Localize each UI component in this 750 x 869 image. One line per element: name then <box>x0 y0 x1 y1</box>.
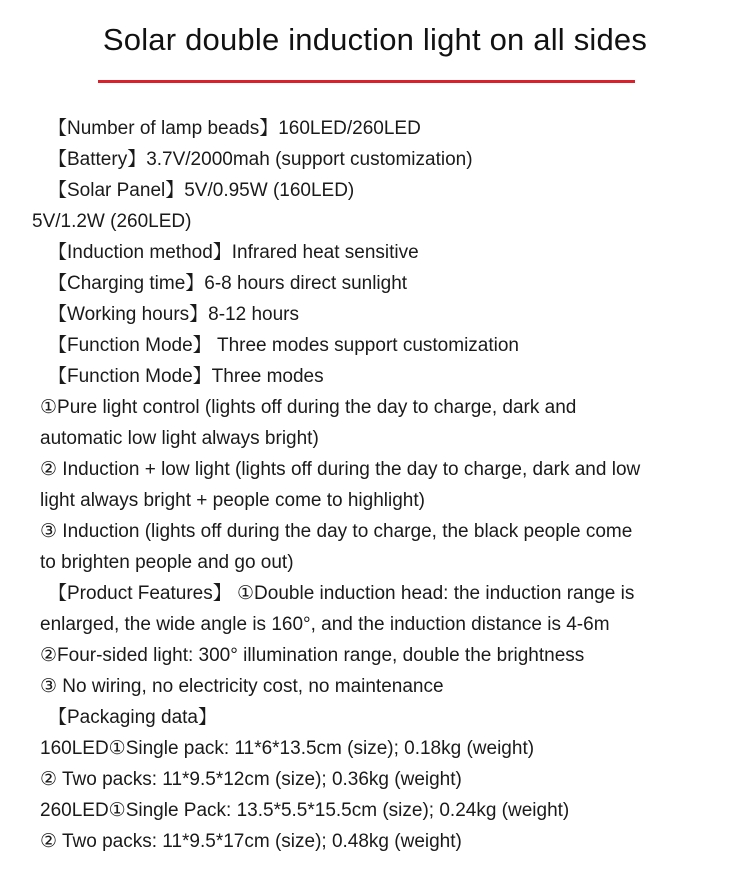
page-title: Solar double induction light on all sides <box>102 22 648 57</box>
spec-line-pack-160-single: 160LED①Single pack: 11*6*13.5cm (size); 0.18kg (weight) <box>40 738 535 759</box>
spec-line-charging-time: 【Charging time】6-8 hours direct sunlight <box>48 273 408 294</box>
spec-line-solar-panel-cont: 5V/1.2W (260LED) <box>32 211 192 232</box>
spec-line-pack-260-single: 260LED①Single Pack: 13.5*5.5*15.5cm (size); 0.24kg (weight) <box>40 800 570 821</box>
spec-line-function-mode-2: 【Function Mode】Three modes <box>48 366 324 387</box>
spec-list <box>32 113 740 857</box>
spec-line-product-features: 【Product Features】 ①Double induction head: the induction range is <box>48 583 635 604</box>
spec-line-feature-2: ②Four-sided light: 300° illumination range, double the brightness <box>40 645 585 666</box>
spec-line-function-mode-1: 【Function Mode】 Three modes support customization <box>48 335 519 356</box>
spec-line-battery: 【Battery】3.7V/2000mah (support customization) <box>48 149 473 170</box>
spec-line-solar-panel: 【Solar Panel】5V/0.95W (160LED) <box>48 180 355 201</box>
spec-line-pack-160-double: ② Two packs: 11*9.5*12cm (size); 0.36kg (weight) <box>40 769 462 790</box>
spec-line-induction-method: 【Induction method】Infrared heat sensitive <box>48 242 419 263</box>
spec-line-mode-1-cont: automatic low light always bright) <box>40 428 319 449</box>
spec-line-lamp-beads: 【Number of lamp beads】160LED/260LED <box>48 118 421 139</box>
spec-line-product-features-cont: enlarged, the wide angle is 160°, and the induction distance is 4-6m <box>40 614 610 635</box>
spec-line-packaging-header: 【Packaging data】 <box>48 707 217 728</box>
title-divider <box>98 80 635 83</box>
spec-line-mode-3: ③ Induction (lights off during the day to charge, the black people come <box>40 521 633 542</box>
spec-line-mode-1: ①Pure light control (lights off during the day to charge, dark and <box>40 397 577 418</box>
spec-line-mode-2-cont: light always bright + people come to highlight) <box>40 490 425 511</box>
spec-line-feature-3: ③ No wiring, no electricity cost, no maintenance <box>40 676 444 697</box>
spec-line-working-hours: 【Working hours】8-12 hours <box>48 304 299 325</box>
spec-line-mode-3-cont: to brighten people and go out) <box>40 552 294 573</box>
spec-line-pack-260-double: ② Two packs: 11*9.5*17cm (size); 0.48kg (weight) <box>40 831 462 852</box>
spec-line-mode-2: ② Induction + low light (lights off during the day to charge, dark and low <box>40 459 641 480</box>
